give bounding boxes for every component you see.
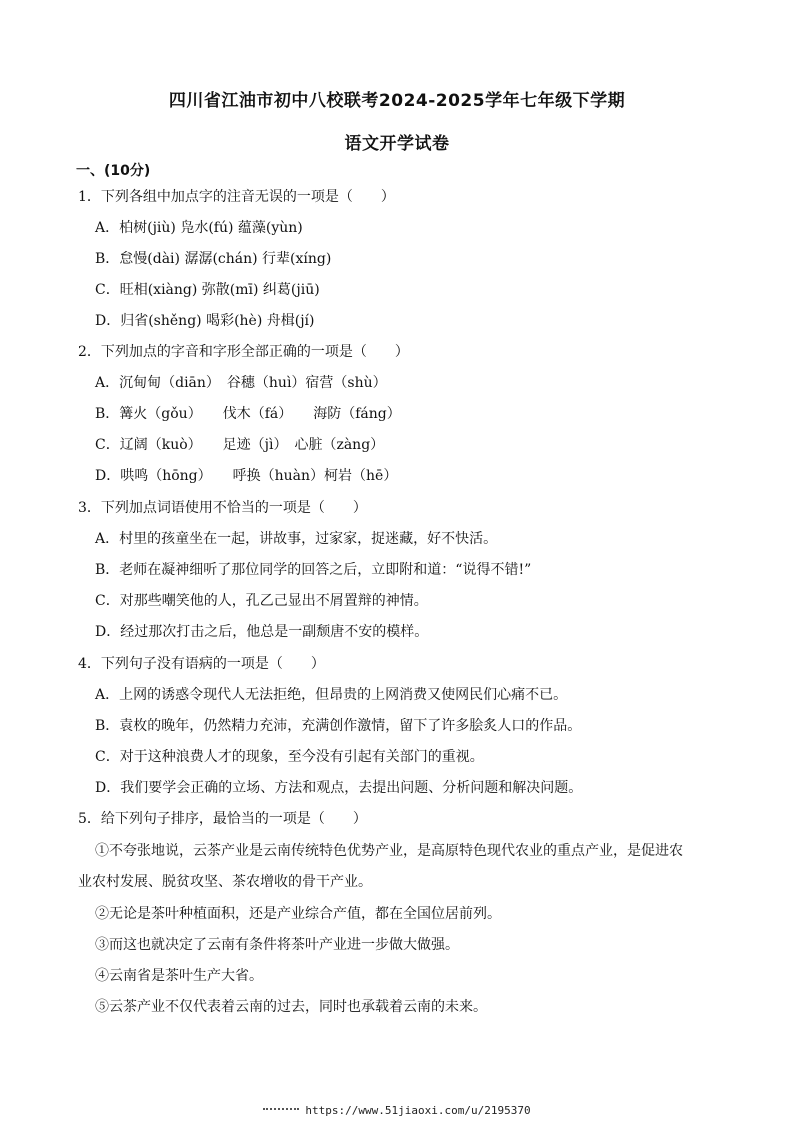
question-3-option-a: A．村里的孩童坐在一起，讲故事，过家家，捉迷藏，好不快活。 (95, 531, 498, 547)
question-5-sentence-3: ③而这也就决定了云南有条件将茶叶产业进一步做大做强。 (95, 937, 459, 953)
question-1-option-c: C．旺相(xiàng) 弥散(mī) 纠葛(jiū) (95, 282, 320, 298)
question-1-option-d: D．归省(shěng) 喝彩(hè) 舟楫(jí) (95, 313, 315, 329)
question-4-option-a: A．上网的诱惑令现代人无法拒绝，但昂贵的上网消费又使网民们心痛不已。 (95, 687, 568, 703)
question-2-option-d: D．哄鸣（hōng） 呼换（huàn）柯岩（hē） (95, 468, 398, 484)
question-5-sentence-4: ④云南省是茶叶生产大省。 (95, 968, 263, 984)
question-2-option-c: C．辽阔（kuò） 足迹（jì） 心脏（zàng） (95, 437, 385, 453)
section-heading: 一、(10分) (76, 163, 151, 179)
question-1-option-a: A．柏树(jiù) 凫水(fú) 蕴藻(yùn) (95, 220, 303, 236)
footer-watermark (0, 1104, 794, 1117)
question-3-option-b: B．老师在凝神细听了那位同学的回答之后，立即附和道：“说得不错!” (95, 562, 532, 578)
document-title: 四川省江油市初中八校联考2024-2025学年七年级下学期 (168, 91, 626, 111)
question-5-sentence-1-cont: 业农村发展、脱贫攻坚、茶农增收的骨干产业。 (78, 874, 372, 890)
document-subtitle: 语文开学试卷 (344, 134, 450, 154)
question-4-option-b: B．袁枚的晚年，仍然精力充沛，充满创作激情，留下了许多脍炙人口的作品。 (95, 718, 582, 734)
question-2-option-b: B．篝火（gǒu） 伐木（fá） 海防（fáng） (95, 406, 401, 422)
question-5-sentence-2: ②无论是茶叶种植面积，还是产业综合产值，都在全国位居前列。 (95, 906, 501, 922)
question-2-stem: 2．下列加点的字音和字形全部正确的一项是（ ） (78, 344, 409, 360)
question-4-option-d: D．我们要学会正确的立场、方法和观点，去提出问题、分析问题和解决问题。 (95, 780, 583, 796)
footer-url[interactable]: https://www.51jiaoxi.com/u/2195370 (305, 1104, 531, 1117)
question-1-option-b: B．怠慢(dài) 潺潺(chán) 行辈(xíng) (95, 251, 332, 267)
question-4-option-c: C．对于这种浪费人才的现象，至今没有引起有关部门的重视。 (95, 749, 484, 765)
question-2-option-a: A．沉甸甸（diān） 谷穗（huì）宿营（shù） (95, 375, 387, 391)
question-3-option-d: D．经过那次打击之后，他总是一副颓唐不安的模样。 (95, 624, 429, 640)
question-5-stem: 5．给下列句子排序，最恰当的一项是（ ） (78, 811, 367, 827)
question-1-stem: 1．下列各组中加点字的注音无误的一项是（ ） (78, 189, 395, 205)
question-4-stem: 4．下列句子没有语病的一项是（ ） (78, 656, 325, 672)
question-3-option-c: C．对那些嘲笑他的人，孔乙己显出不屑置辩的神情。 (95, 593, 428, 609)
question-3-stem: 3．下列加点词语使用不恰当的一项是（ ） (78, 500, 367, 516)
watermark-logo-icon (263, 1108, 299, 1114)
question-5-sentence-1: ①不夸张地说，云茶产业是云南传统特色优势产业，是高原特色现代农业的重点产业，是促进农 (95, 843, 683, 859)
question-5-sentence-5: ⑤云茶产业不仅代表着云南的过去，同时也承载着云南的未来。 (95, 999, 487, 1015)
